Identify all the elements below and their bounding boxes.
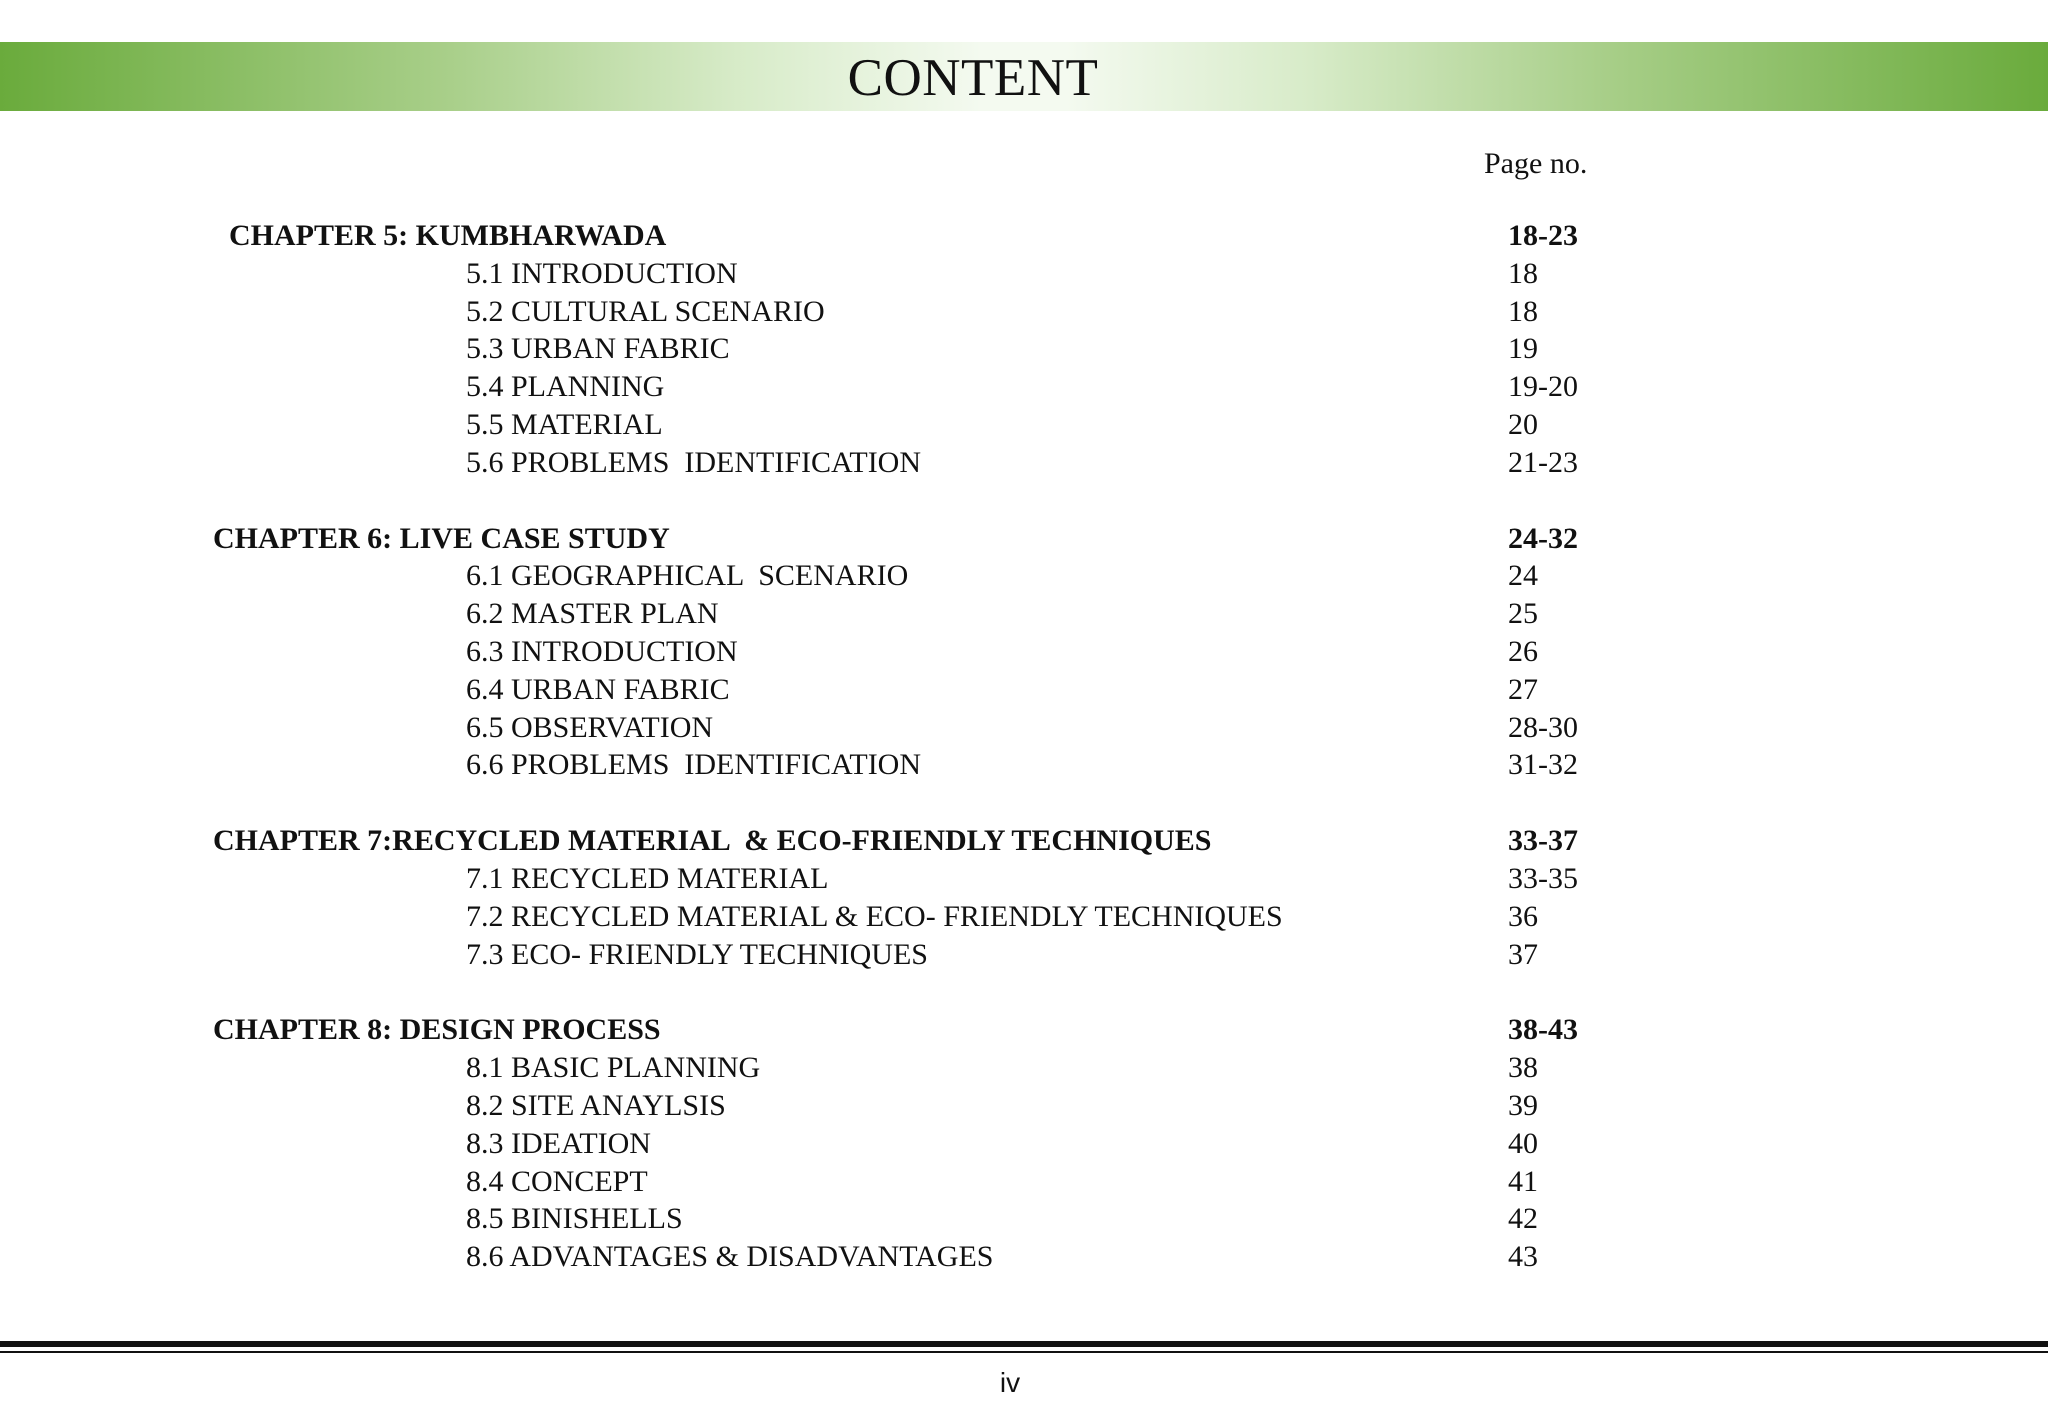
chapter-title: CHAPTER 6: LIVE CASE STUDY <box>213 521 670 555</box>
section-row <box>0 1125 2048 1163</box>
section-pages: 24 <box>1508 559 1538 593</box>
section-pages: 19-20 <box>1508 370 1578 404</box>
section-title: 5.6 PROBLEMS IDENTIFICATION <box>466 445 922 479</box>
chapter-heading-row <box>0 520 2048 558</box>
chapter-title: CHAPTER 7:RECYCLED MATERIAL & ECO-FRIENDLY TECHNIQUES <box>213 824 1212 858</box>
section-title: 6.5 OBSERVATION <box>466 710 714 744</box>
footer-divider-thick <box>0 1341 2048 1347</box>
section-row <box>0 1238 2048 1276</box>
section-title: 7.3 ECO- FRIENDLY TECHNIQUES <box>466 937 928 971</box>
section-title: 5.2 CULTURAL SCENARIO <box>466 294 825 328</box>
section-row <box>0 557 2048 595</box>
section-row <box>0 444 2048 482</box>
section-row <box>0 293 2048 331</box>
section-pages: 33-35 <box>1508 861 1578 895</box>
section-row <box>0 330 2048 368</box>
section-title: 5.3 URBAN FABRIC <box>466 332 730 366</box>
section-title: 5.1 INTRODUCTION <box>466 256 738 290</box>
section-pages: 43 <box>1508 1240 1538 1274</box>
section-row <box>0 1087 2048 1125</box>
section-pages: 19 <box>1508 332 1538 366</box>
section-row <box>0 709 2048 747</box>
chapter-heading-row <box>0 822 2048 860</box>
chapter-title: CHAPTER 5: KUMBHARWADA <box>229 219 667 252</box>
section-title: 5.4 PLANNING <box>466 370 665 404</box>
section-row <box>0 595 2048 633</box>
chapter-pages: 24-32 <box>1508 521 1578 555</box>
chapter-pages: 18-23 <box>1508 219 1578 252</box>
section-row <box>0 671 2048 709</box>
section-title: 5.5 MATERIAL <box>466 407 663 441</box>
section-title: 8.2 SITE ANAYLSIS <box>466 1088 726 1122</box>
section-title: 8.3 IDEATION <box>466 1126 651 1160</box>
chapter-7 <box>0 822 2048 973</box>
section-title: 8.1 BASIC PLANNING <box>466 1051 761 1085</box>
section-pages: 18 <box>1508 294 1538 328</box>
section-title: 7.2 RECYCLED MATERIAL & ECO- FRIENDLY TECHNIQUES <box>466 899 1283 933</box>
section-row <box>0 1163 2048 1201</box>
chapter-heading-row <box>0 1011 2048 1049</box>
page-number: iv <box>999 1367 1021 1398</box>
section-row <box>0 1200 2048 1238</box>
section-pages: 41 <box>1508 1164 1538 1198</box>
chapter-6 <box>0 520 2048 785</box>
chapter-title: CHAPTER 8: DESIGN PROCESS <box>213 1013 661 1047</box>
chapter-8 <box>0 1011 2048 1276</box>
section-row <box>0 860 2048 898</box>
section-pages: 40 <box>1508 1126 1538 1160</box>
section-title: 6.1 GEOGRAPHICAL SCENARIO <box>466 559 909 593</box>
section-title: 8.5 BINISHELLS <box>466 1202 683 1236</box>
section-row <box>0 1049 2048 1087</box>
section-pages: 31-32 <box>1508 748 1578 782</box>
section-pages: 18 <box>1508 256 1538 290</box>
page-title: CONTENT <box>847 49 1099 107</box>
chapter-pages: 33-37 <box>1508 824 1578 858</box>
section-pages: 25 <box>1508 597 1538 631</box>
section-pages: 27 <box>1508 672 1538 706</box>
section-title: 6.3 INTRODUCTION <box>466 634 738 668</box>
section-pages: 42 <box>1508 1202 1538 1236</box>
section-row <box>0 368 2048 406</box>
section-row <box>0 936 2048 974</box>
chapter-pages: 38-43 <box>1508 1013 1578 1047</box>
section-row <box>0 633 2048 671</box>
section-title: 6.4 URBAN FABRIC <box>466 672 730 706</box>
section-pages: 38 <box>1508 1051 1538 1085</box>
section-pages: 26 <box>1508 634 1538 668</box>
chapter-heading-row <box>0 217 2048 255</box>
table-of-contents <box>0 217 2048 1314</box>
section-pages: 39 <box>1508 1088 1538 1122</box>
section-title: 8.4 CONCEPT <box>466 1164 648 1198</box>
section-row <box>0 898 2048 936</box>
page-number-column-heading: Page no. <box>1484 147 1588 180</box>
section-pages: 21-23 <box>1508 445 1578 479</box>
header-banner <box>0 42 2048 111</box>
section-pages: 37 <box>1508 937 1538 971</box>
section-row <box>0 746 2048 784</box>
section-title: 6.6 PROBLEMS IDENTIFICATION <box>466 748 922 782</box>
section-title: 8.6 ADVANTAGES & DISADVANTAGES <box>466 1240 994 1274</box>
section-row <box>0 406 2048 444</box>
footer-divider-thin <box>0 1351 2048 1353</box>
section-pages: 36 <box>1508 899 1538 933</box>
section-row <box>0 255 2048 293</box>
section-pages: 20 <box>1508 407 1538 441</box>
section-title: 6.2 MASTER PLAN <box>466 597 719 631</box>
section-title: 7.1 RECYCLED MATERIAL <box>466 861 829 895</box>
chapter-5 <box>0 217 2048 482</box>
section-pages: 28-30 <box>1508 710 1578 744</box>
